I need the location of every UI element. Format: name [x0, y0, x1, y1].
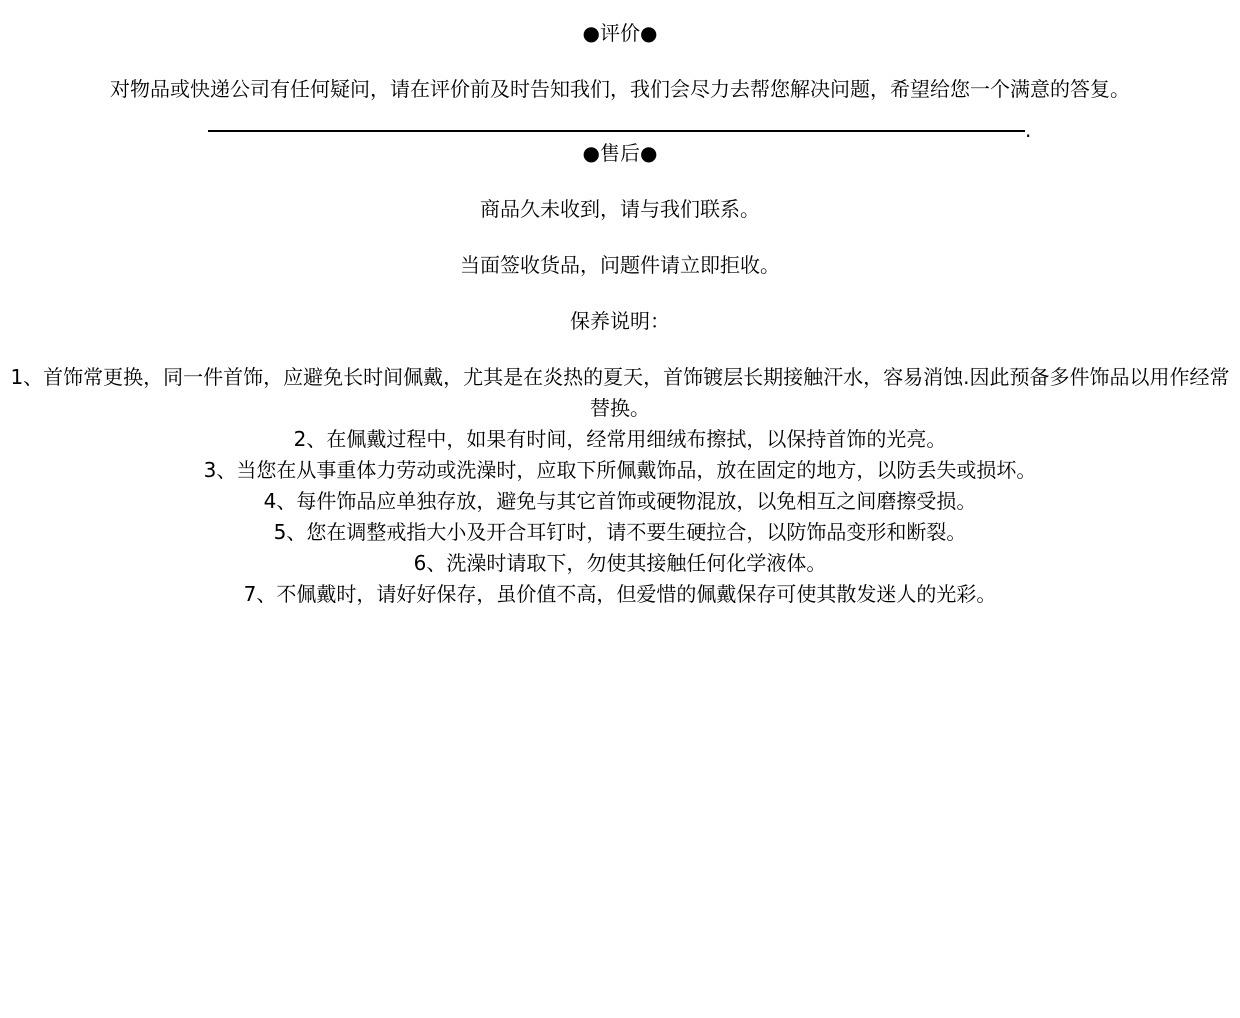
- review-heading: ●评价●: [582, 21, 658, 45]
- care-item-6: 6、洗澡时请取下，勿使其接触任何化学液体。: [413, 551, 827, 575]
- care-item-5: 5、您在调整戒指大小及开合耳钉时，请不要生硬拉合，以防饰品变形和断裂。: [273, 520, 967, 544]
- care-list: [0, 362, 1240, 610]
- after-sales-heading: ●售后●: [582, 141, 658, 165]
- after-sales-line-2: 当面签收货品，问题件请立即拒收。: [460, 253, 780, 277]
- care-item-7: 7、不佩戴时，请好好保存，虽价值不高，但爱惜的佩戴保存可使其散发迷人的光彩。: [243, 582, 997, 606]
- after-sales-line-1: 商品久未收到，请与我们联系。: [480, 197, 760, 221]
- review-text: 对物品或快递公司有任何疑问，请在评价前及时告知我们，我们会尽力去帮您解决问题，希望给您一个满意的答复。: [110, 77, 1130, 101]
- divider: [0, 104, 1240, 142]
- care-item-2: 2、在佩戴过程中，如果有时间，经常用细绒布擦拭，以保持首饰的光亮。: [293, 427, 947, 451]
- care-heading: 保养说明：: [570, 309, 670, 333]
- care-item-3: 3、当您在从事重体力劳动或洗澡时，应取下所佩戴饰品，放在固定的地方，以防丢失或损坏。: [203, 458, 1037, 482]
- care-item-1: 1、首饰常更换，同一件首饰，应避免长时间佩戴，尤其是在炎热的夏天，首饰镀层长期接触汗水，容易消蚀.因此预备多件饰品以用作经常替换。: [10, 365, 1230, 420]
- care-item-4: 4、每件饰品应单独存放，避免与其它首饰或硬物混放，以免相互之间磨擦受损。: [263, 489, 977, 513]
- divider-dot: .: [1025, 118, 1032, 142]
- divider-line: [208, 130, 1025, 132]
